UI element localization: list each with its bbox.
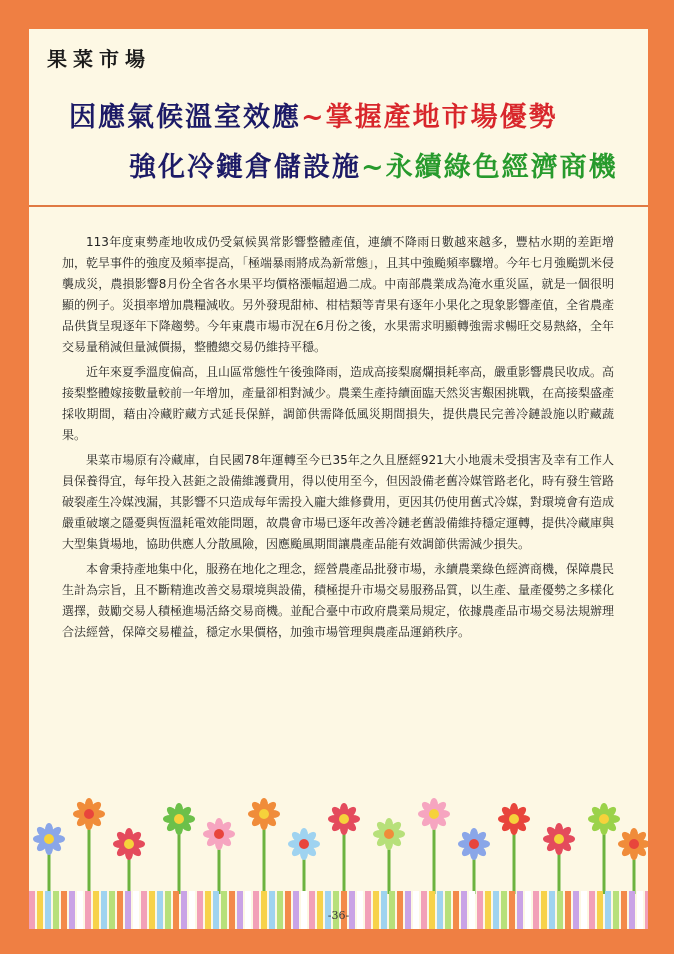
article-body (62, 232, 614, 647)
paragraph-1: 113年度東勢產地收成仍受氣候異常影響整體產值，連續不降雨日數越來越多，豐枯水期的差距增加，乾旱事件的強度及頻率提高，「極端暴雨將成為新常態」，且其中強颱頻率驟增。今年七月強颱凱米侵襲成災，農損影響8月份全省各水果平均價格漲幅超過二成。中南部農業成為淹水重災區，就是一個很明顯的例子。災損率增加農糧減收。另外發現甜柿、柑桔類等青果有逐年小果化之現象影響產值，全省農產品供貨呈現逐年下降趨勢。今年東農市場市況在6月份之後，水果需求明顯轉強需求暢旺交易熱絡，全年交易量稍減但量減價揚，整體總交易仍維持平穩。 (62, 235, 615, 354)
flower (248, 798, 280, 830)
flower (113, 828, 145, 860)
paragraph-4: 本會秉持產地集中化，服務在地化之理念，經營農產品批發市場，永續農業綠色經濟商機，保障農民生計為宗旨，且不斷精進改善交易環境與設備，積極提升市場交易服務品質，以生產、量產優勢之多樣化選擇，鼓勵交易人積極進場活絡交易商機。並配合臺中市政府農業局規定，依據農產品市場交易法規辦理合法經營，保障交易權益，穩定水果價格，加強市場管理與農產品運銷秩序。 (62, 562, 615, 639)
title-line-2-separator: ~ (361, 152, 386, 183)
flower (163, 803, 195, 835)
flower (418, 798, 450, 830)
flower (543, 823, 575, 855)
page-number: -36- (327, 909, 350, 922)
title-line-2 (129, 145, 618, 184)
title-line-1-part-1: 因應氣候溫室效應 (69, 102, 301, 133)
title-line-2-part-2: 永續綠色經濟商機 (385, 152, 618, 183)
title-divider (29, 205, 648, 207)
paragraph-2: 近年來夏季溫度偏高，且山區常態性午後強降雨，造成高接梨腐爛損耗率高，嚴重影響農民收成。高接梨整體嫁接數量較前一年增加，產量卻相對減少。農業生產持續面臨天然災害艱困挑戰，在高接梨盛產採收期間，藉由冷藏貯藏方式延長保鮮，調節供需降低風災期間損失，提供農民完善冷鏈設施以貯藏蔬果。 (62, 365, 615, 442)
title-line-1-separator: ~ (301, 102, 326, 133)
flower (588, 803, 620, 835)
title-line-2-part-1: 強化冷鏈倉儲設施 (129, 152, 361, 183)
flower (328, 803, 360, 835)
flower (498, 803, 530, 835)
flower (203, 818, 235, 850)
flower (618, 828, 648, 860)
flower (458, 828, 490, 860)
content-panel (29, 29, 648, 929)
flower (73, 798, 105, 830)
title-line-1-part-2: 掌握產地市場優勢 (325, 102, 558, 133)
paragraph-3: 果菜市場原有冷藏庫，自民國78年運轉至今已35年之久且歷經921大小地震未受損害及幸有工作人員保養得宜，每年投入甚鉅之設備維護費用，得以使用至今，但因設備老舊冷媒管路老化，時有發生管路破裂產生冷媒洩漏，其影響不只造成每年需投入龐大維修費用，更因其仍使用舊式冷媒，對環境會有造成嚴重破壞之隱憂與恆溫耗電效能問題，故農會市場已逐年改善冷鏈老舊設備維持穩定運轉，提供冷藏庫與大型集貨場地，協助供應人分散風險，因應颱風期間讓農產品能有效調節供需減少損失。 (62, 453, 615, 551)
flower (373, 818, 405, 850)
flower-border-illustration (29, 759, 648, 929)
flower (288, 828, 320, 860)
flower (33, 823, 65, 855)
title-line-1 (69, 95, 558, 134)
section-label: 果菜市場 (47, 47, 151, 71)
